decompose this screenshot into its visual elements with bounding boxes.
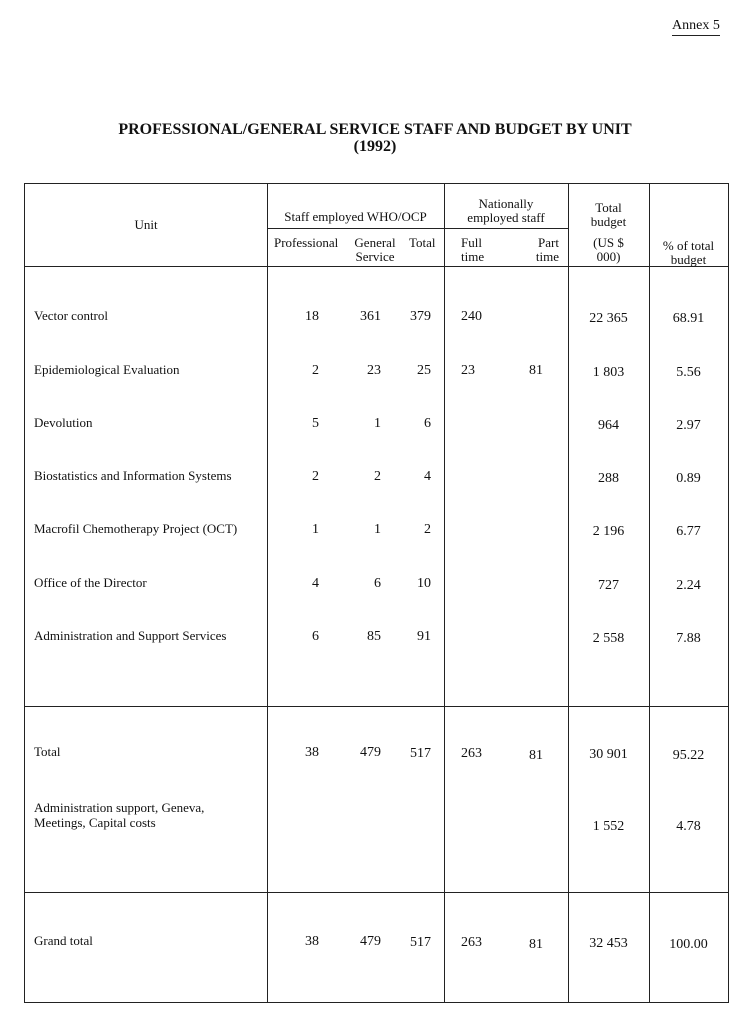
page-title: PROFESSIONAL/GENERAL SERVICE STAFF AND BUDGET BY UNIT: [118, 121, 632, 138]
header-staff-who: Staff employed WHO/OCP: [284, 209, 427, 224]
row-budget: 1 803: [592, 365, 625, 380]
row-pct: 7.88: [676, 631, 701, 646]
row-unit: Macrofil Chemotherapy Project (OCT): [34, 521, 238, 536]
admin-budget: 1 552: [592, 819, 625, 834]
row-budget: 727: [598, 578, 619, 593]
row-professional: 1: [312, 522, 319, 537]
admin-label-1: Administration support, Geneva,: [34, 800, 205, 815]
header-full-2: time: [461, 249, 485, 264]
row-full: 240: [461, 309, 482, 324]
row-budget: 22 365: [589, 311, 628, 326]
row-budget: 2 196: [592, 524, 625, 539]
divider-staff: [444, 184, 445, 1002]
header-national-1: Nationally: [478, 196, 534, 211]
header-professional: Professional: [274, 235, 339, 250]
row-total: 4: [424, 469, 431, 484]
header-unit: Unit: [134, 217, 158, 232]
row-total: 25: [417, 363, 431, 378]
header-total: Total: [409, 235, 436, 250]
grand-full: 263: [461, 935, 482, 950]
row-unit: Epidemiological Evaluation: [34, 362, 180, 377]
header-pct-2: budget: [670, 252, 707, 267]
header-general-service-2: Service: [355, 249, 395, 264]
total-full: 263: [461, 746, 482, 761]
row-total: 379: [410, 309, 431, 324]
row-general: 1: [374, 522, 381, 537]
header-part-1: Part: [538, 235, 559, 250]
row-unit: Devolution: [34, 415, 93, 430]
divider-header: [25, 266, 728, 267]
header-full-1: Full: [461, 235, 482, 250]
row-general: 2: [374, 469, 381, 484]
staff-budget-table: [24, 183, 729, 1003]
row-full: 23: [461, 363, 475, 378]
row-total: 6: [424, 416, 431, 431]
total-general: 479: [360, 745, 381, 760]
grand-pct: 100.00: [669, 937, 708, 952]
row-pct: 6.77: [676, 524, 701, 539]
row-unit: Administration and Support Services: [34, 628, 227, 643]
divider-total: [25, 706, 728, 707]
row-unit: Office of the Director: [34, 575, 147, 590]
row-pct: 2.24: [676, 578, 701, 593]
grand-professional: 38: [305, 934, 319, 949]
divider-grand-total: [25, 892, 728, 893]
header-budget-unit-1: (US $: [593, 235, 624, 250]
total-part: 81: [529, 748, 543, 763]
row-general: 23: [367, 363, 381, 378]
header-budget-1: Total: [595, 200, 622, 215]
row-budget: 2 558: [592, 631, 625, 646]
row-total: 2: [424, 522, 431, 537]
admin-pct: 4.78: [676, 819, 701, 834]
row-professional: 2: [312, 363, 319, 378]
row-total: 10: [417, 576, 431, 591]
divider-national-subheader: [444, 228, 568, 229]
row-professional: 6: [312, 629, 319, 644]
grand-part: 81: [529, 937, 543, 952]
row-general: 6: [374, 576, 381, 591]
annex-label: Annex 5: [672, 18, 720, 36]
header-budget-2: budget: [590, 214, 627, 229]
row-professional: 5: [312, 416, 319, 431]
row-general: 361: [360, 309, 381, 324]
total-pct: 95.22: [672, 748, 705, 763]
header-national-2: employed staff: [467, 210, 545, 225]
header-part-2: time: [535, 249, 559, 264]
total-total: 517: [410, 746, 431, 761]
row-professional: 2: [312, 469, 319, 484]
total-budget: 30 901: [589, 747, 628, 762]
grand-total-label: Grand total: [34, 933, 93, 948]
row-pct: 2.97: [676, 418, 701, 433]
header-pct-1: % of total: [662, 238, 715, 253]
total-professional: 38: [305, 745, 319, 760]
divider-unit: [267, 184, 268, 1002]
row-professional: 4: [312, 576, 319, 591]
grand-general: 479: [360, 934, 381, 949]
total-label: Total: [34, 744, 61, 759]
row-total: 91: [417, 629, 431, 644]
grand-total: 517: [410, 935, 431, 950]
row-professional: 18: [305, 309, 319, 324]
row-pct: 0.89: [676, 471, 701, 486]
page-subtitle-year: (1992): [353, 138, 397, 155]
row-part: 81: [529, 363, 543, 378]
row-budget: 288: [598, 471, 619, 486]
row-unit: Vector control: [34, 308, 109, 323]
row-unit: Biostatistics and Information Systems: [34, 468, 232, 483]
header-general-service-1: General: [354, 235, 396, 250]
header-budget-unit-2: 000): [596, 249, 621, 264]
admin-label-2: Meetings, Capital costs: [34, 815, 156, 830]
row-pct: 5.56: [676, 365, 701, 380]
grand-budget: 32 453: [589, 936, 628, 951]
row-pct: 68.91: [672, 311, 705, 326]
divider-staff-subheader: [267, 228, 444, 229]
row-general: 1: [374, 416, 381, 431]
row-general: 85: [367, 629, 381, 644]
row-budget: 964: [598, 418, 619, 433]
